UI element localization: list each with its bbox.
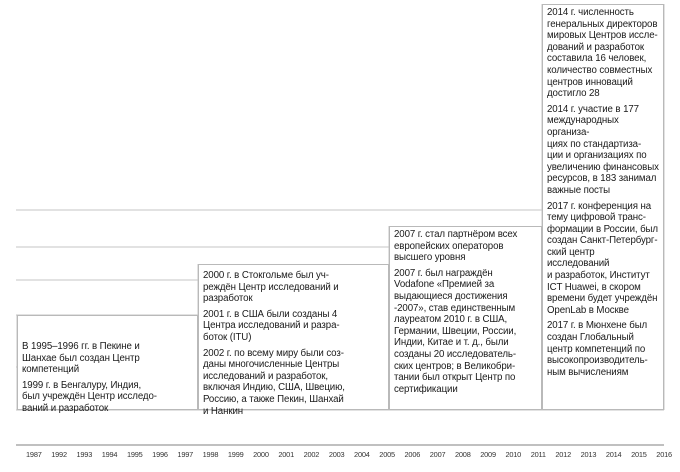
year-label: 1998	[202, 450, 219, 459]
year-label: 2004	[354, 450, 370, 459]
year-label: 2011	[530, 450, 546, 459]
year-label: 2015	[631, 450, 647, 459]
year-label: 2005	[379, 450, 395, 459]
milestone-text: 2002 г. по всему миру были соз- даны многочисленные Центры исследований и разработок, включая Индию, США, Швецию, Россию, а также Пекин, Шанхай и Нанкин	[203, 347, 345, 417]
year-label: 1997	[177, 450, 194, 459]
year-label: 2009	[480, 450, 496, 459]
year-label: 2001	[278, 450, 294, 459]
year-label: 2007	[429, 450, 446, 459]
year-label: 2016	[656, 450, 672, 459]
year-label: 2006	[404, 450, 421, 459]
year-label: 2012	[555, 450, 572, 459]
milestone-text: 2000 г. в Стокгольме был уч- реждён Центр исследований и разработок	[203, 270, 339, 305]
year-label: 2003	[328, 450, 345, 459]
milestone-text: 2017 г. в Мюнхене был создан Глобальный центр компетенций по высокопроизводитель- ным вычислениям	[547, 320, 648, 378]
milestone-text: 2017 г. конференция на тему цифровой транс- формации в России, был создан Санкт-Петербург- ский центр исследований и разработок, Институт ICT Huawei, в скором времени будет учреждён OpenLab в Москве	[547, 200, 658, 316]
milestone-box-2007	[389, 226, 542, 410]
year-label: 1999	[227, 450, 244, 459]
milestone-text: 2014 г. участие в 177 международных организа- циях по стандартиза- ции и организациях по увеличению финансовых ресурсов, в 183 занимал важные посты	[547, 103, 659, 196]
year-label: 2000	[253, 450, 269, 459]
year-label: 1994	[101, 450, 118, 459]
year-label: 2008	[454, 450, 471, 459]
milestone-text: В 1995–1996 гг. в Пекине и Шанхае был создан Центр компетенций	[22, 341, 140, 376]
year-axis-labels	[26, 450, 672, 464]
year-label: 1992	[51, 450, 67, 459]
milestone-text: 2014 г. численность генеральных директоров мировых Центров иссле- дований и разработок составила 16 человек, количество совместных центров инноваций достигло 28	[547, 7, 658, 100]
milestone-text: 1999 г. в Бенгалуру, Индия, был учреждён Центр исследо- ваний и разработок	[22, 379, 157, 414]
year-label: 2013	[580, 450, 597, 459]
milestone-text: 2001 г. в США были созданы 4 Центра исследований и разра- боток (ITU)	[203, 308, 340, 343]
year-label: 1993	[76, 450, 93, 459]
year-label: 2014	[605, 450, 622, 459]
milestone-text: 2007 г. стал партнёром всех европейских операторов высшего уровня	[394, 229, 518, 264]
year-label: 2010	[505, 450, 522, 459]
year-label: 1996	[152, 450, 168, 459]
year-label: 1987	[26, 450, 42, 459]
year-label: 2002	[303, 450, 320, 459]
milestone-text: 2007 г. был награждён Vodafone «Премией за выдающиеся достижения -2007», став единственным лауреатом 2010 г. в США, Германии, Швеции, России, Индии, Китае и т. д., были созданы 20 исследователь- ских центров; в Великобри- тании был открыт Центр по сертификации	[394, 267, 517, 395]
year-label: 1995	[126, 450, 143, 459]
milestone-box-2014	[542, 4, 664, 410]
milestone-box-2000	[198, 264, 389, 417]
milestone-box-1995	[17, 315, 198, 414]
